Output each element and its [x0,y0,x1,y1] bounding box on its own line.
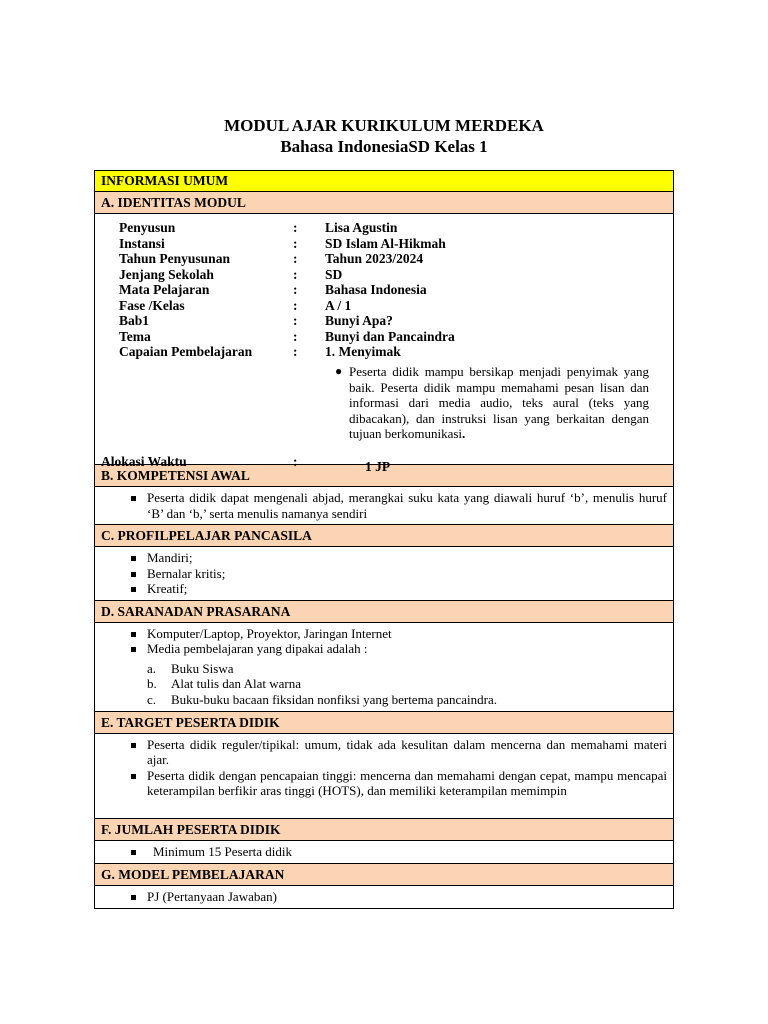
list-item: Peserta didik dapat mengenali abjad, merangkai suku kata yang diawali huruf ‘b’, menulis huruf ‘B’ dan ‘b,’ serta menulis namanya sendiri [101,490,667,521]
list-item: Mandiri; [101,550,667,566]
section-kompetensi-awal: B. KOMPETENSI AWAL [95,465,674,487]
identitas-label: Instansi [119,235,165,251]
document-subtitle: Bahasa IndonesiaSD Kelas 1 [280,137,488,156]
identitas-label: Jenjang Sekolah [119,266,214,282]
section-identitas-modul: A. IDENTITAS MODUL [95,192,674,214]
identitas-row: Bab1 : Bunyi Apa? [119,313,393,328]
list-item: Minimum 15 Peserta didik [101,844,667,860]
identitas-label: Capaian Pembelajaran [119,344,253,359]
identitas-value: SD [325,266,343,282]
sarana-list [101,626,667,657]
identitas-value: Tahun 2023/2024 [325,251,424,266]
model-list [101,889,667,905]
identitas-label: Mata Pelajaran [119,282,210,297]
section-target-peserta-didik: E. TARGET PESERTA DIDIK [95,711,674,733]
identitas-label: Penyusun [119,220,176,235]
identitas-row: Fase /Kelas : A / 1 [119,297,352,313]
identitas-value: Bunyi Apa? [325,313,393,328]
identitas-row: Penyusun : Lisa Agustin [119,220,398,235]
identitas-value: 1. Menyimak [325,344,401,359]
identitas-label: Tema [119,328,151,344]
capaian-item: ● Peserta didik mampu bersikap menjadi penyimak yang baik. Peserta didik mampu memahami pesan lisan dan informasi dari media audio, teks aural (teks yang dibacakan), dan instruksi lisan yang berkaitan dengan tujuan berkomunikasi. [335,364,649,441]
section-informasi-umum: INFORMASI UMUM [95,171,674,192]
identitas-row: Capaian Pembelajaran : 1. Menyimak [119,344,401,359]
module-table [94,170,674,909]
jumlah-list [101,844,667,860]
list-item: Komputer/Laptop, Proyektor, Jaringan Internet [101,626,667,642]
kompetensi-list [101,490,667,521]
alokasi-label: Alokasi Waktu [101,454,187,469]
section-jumlah-peserta-didik: F. JUMLAH PESERTA DIDIK [95,818,674,840]
identitas-row: Tema : Bunyi dan Pancaindra [119,328,455,344]
identitas-row: Mata Pelajaran : Bahasa Indonesia [119,282,427,297]
section-sarana-prasarana: D. SARANADAN PRASARANA [95,600,674,622]
section-model-pembelajaran: G. MODEL PEMBELAJARAN [95,863,674,885]
identitas-row: Instansi : SD Islam Al-Hikmah [119,235,446,251]
section-profil-pelajar-pancasila: C. PROFILPELAJAR PANCASILA [95,525,674,547]
identitas-label: Bab1 [119,313,150,328]
alokasi-row: Alokasi Waktu : [101,454,298,469]
list-item: Peserta didik dengan pencapaian tinggi: mencerna dan memahami dengan cepat, mampu mencapai keterampilan berfikir aras tinggi (HOTS), dan memiliki keterampilan memimpin [101,768,667,799]
identitas-label: Fase /Kelas [119,297,185,313]
list-item: b. Alat tulis dan Alat warna [147,676,301,691]
list-item: c. Buku-buku bacaan fiksidan nonfiksi yang bertema pancaindra. [147,691,497,707]
identitas-value: A / 1 [325,297,352,313]
identitas-label: Tahun Penyusunan [119,251,230,266]
list-item: PJ (Pertanyaan Jawaban) [101,889,667,905]
alokasi-value: 1 JP [365,459,391,474]
identitas-value: Lisa Agustin [325,220,398,235]
capaian-text: Peserta didik mampu bersikap menjadi penyimak yang baik. Peserta didik mampu memahami pesan lisan dan informasi dari media audio, teks aural (teks yang dibacakan), dan instruksi lisan yang berkaitan dengan tujuan berkomunikasi [349,364,649,441]
identitas-value: SD Islam Al-Hikmah [325,235,446,251]
list-item: a. Buku Siswa [147,660,234,676]
identitas-value: Bunyi dan Pancaindra [325,328,455,344]
identitas-value: Bahasa Indonesia [325,282,427,297]
identitas-row: Jenjang Sekolah : SD [119,266,343,282]
list-item: Kreatif; [101,581,667,597]
profil-list [101,550,667,597]
list-item: Bernalar kritis; [101,566,667,582]
list-item: Media pembelajaran yang dipakai adalah : [101,641,667,657]
list-item: Peserta didik reguler/tipikal: umum, tidak ada kesulitan dalam mencerna dan memahami materi ajar. [101,737,667,768]
target-list [101,737,667,799]
identitas-row: Tahun Penyusunan : Tahun 2023/2024 [119,251,424,266]
sarana-sublist [101,661,667,708]
document-title: MODUL AJAR KURIKULUM MERDEKA [224,116,544,135]
identitas-block [95,214,673,474]
